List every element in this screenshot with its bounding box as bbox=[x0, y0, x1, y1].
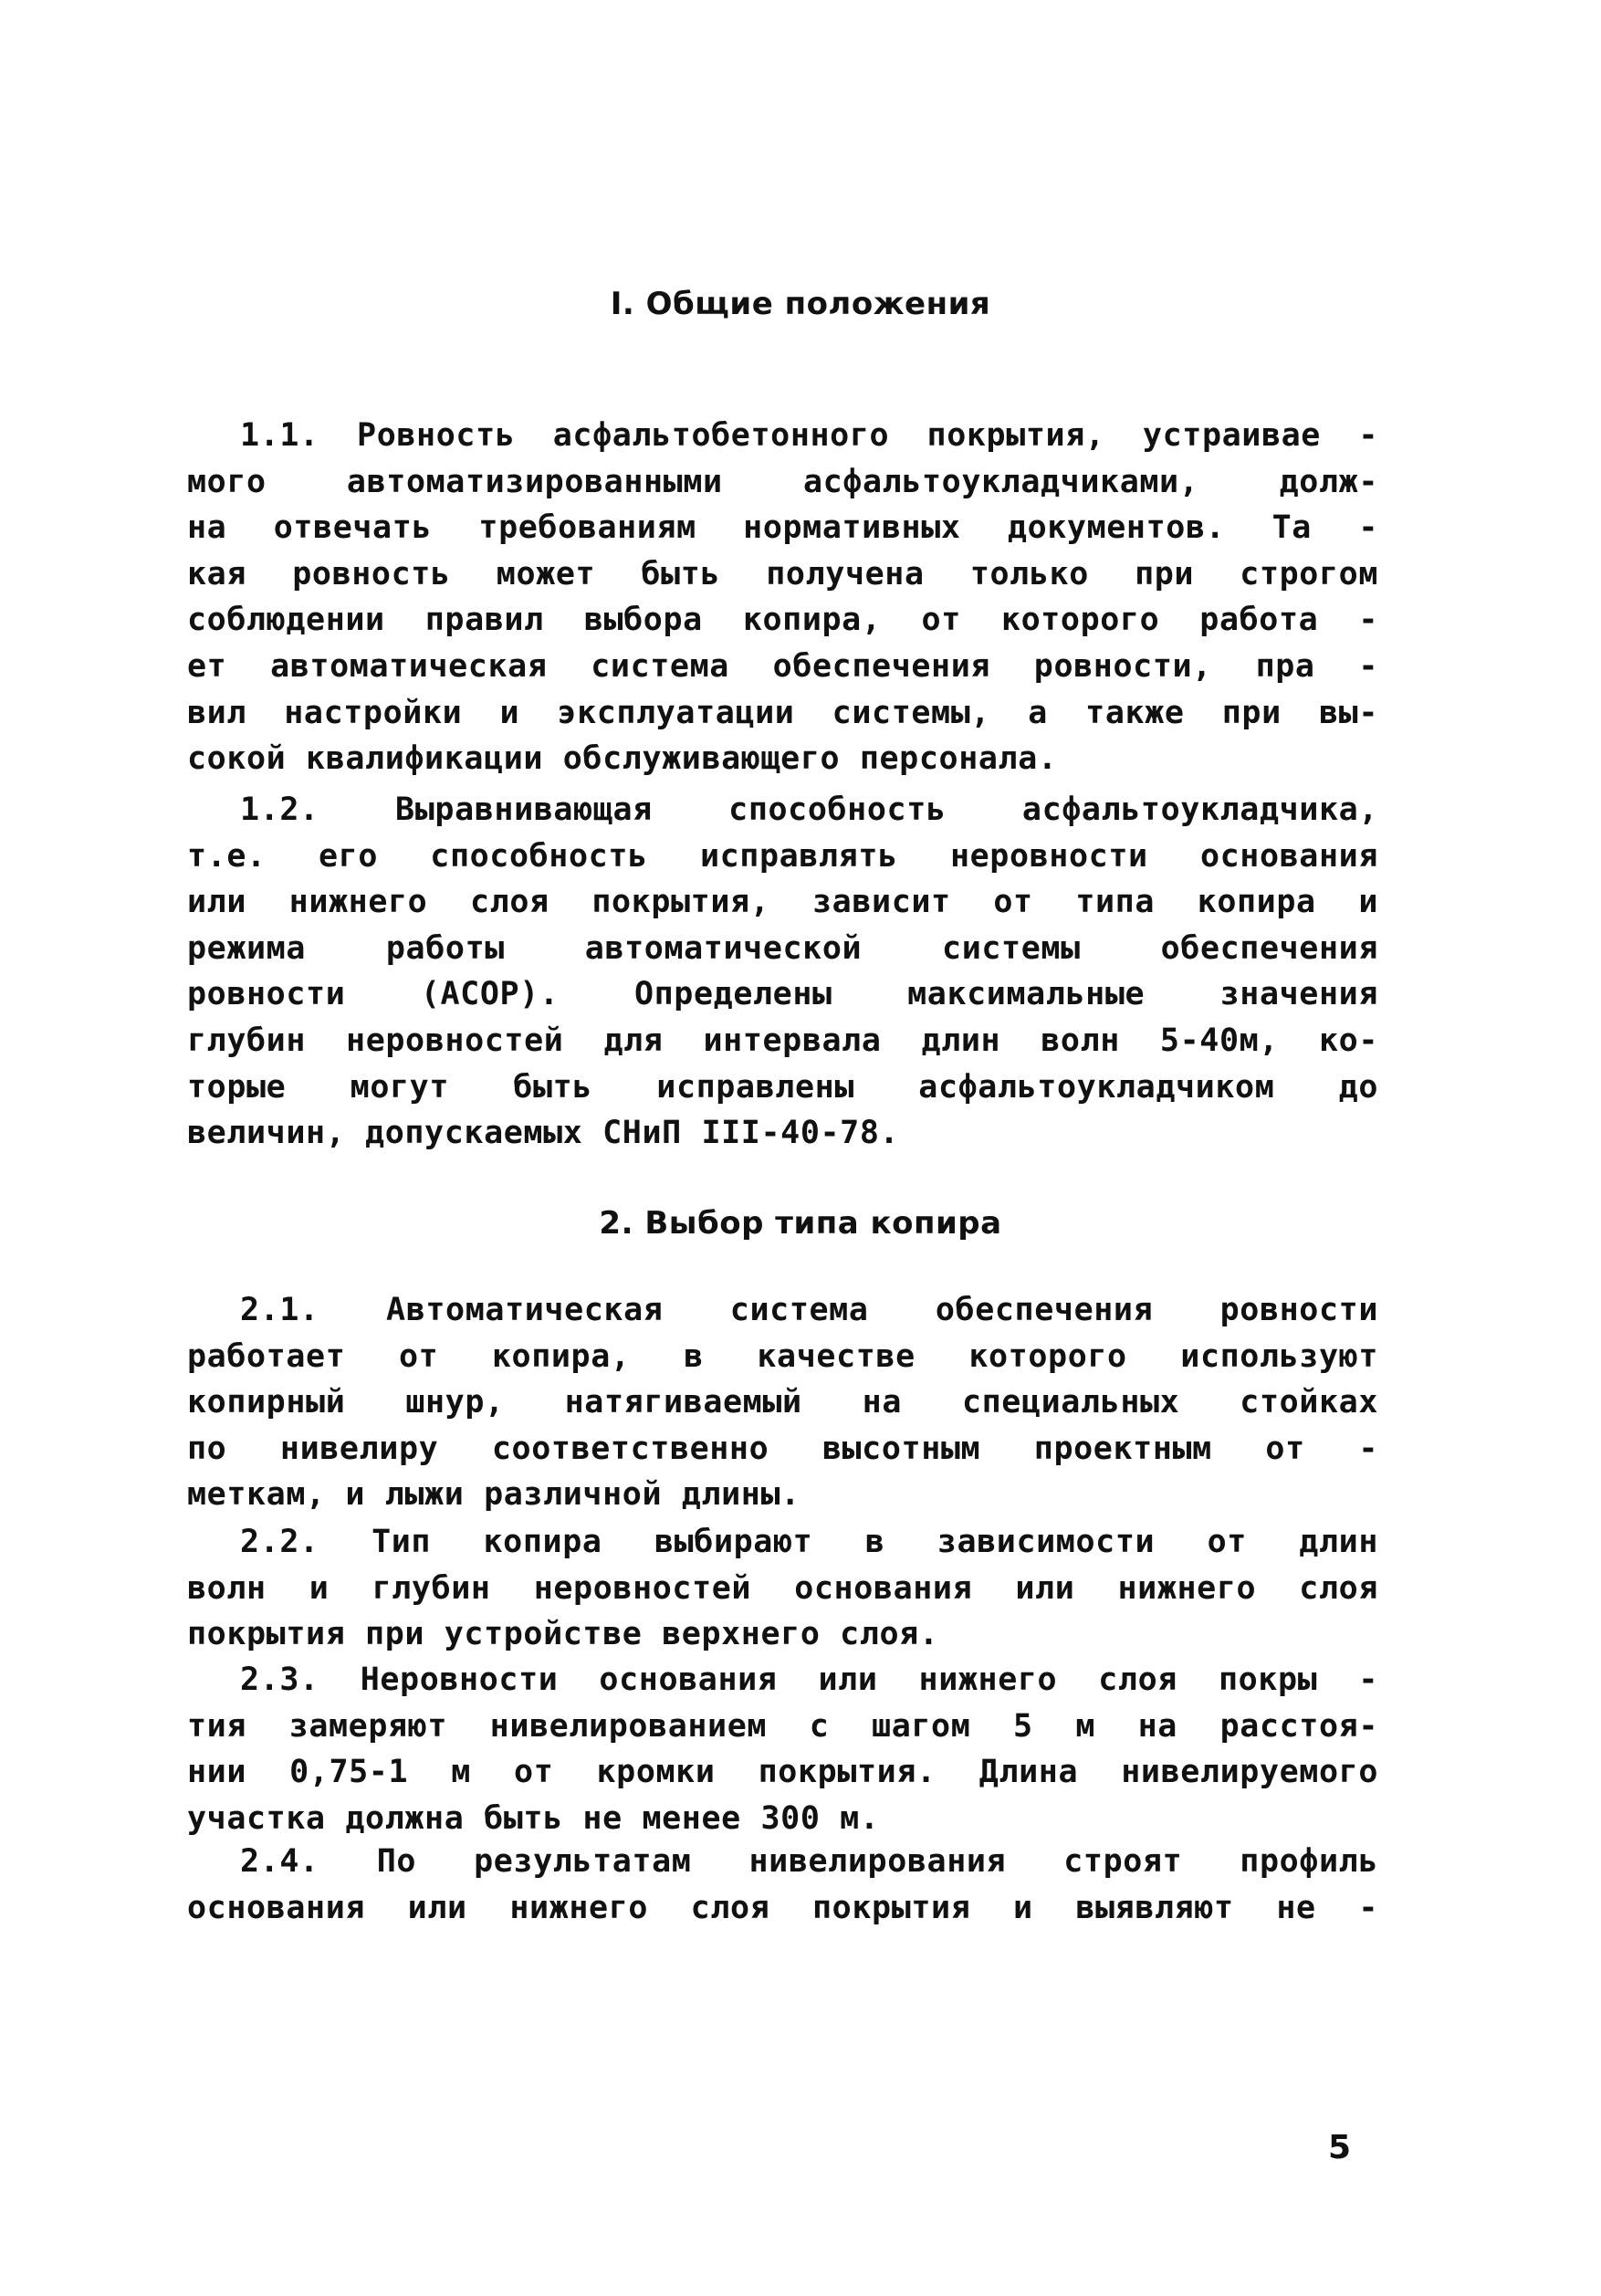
section-1-heading: I. Общие положения bbox=[610, 286, 991, 322]
paragraph-2-4 bbox=[187, 1839, 1378, 1931]
text-line: кая ровность может быть получена только при строгом bbox=[187, 555, 1378, 592]
text-line: глубин неровностей для интервала длин волн 5-40м, ко- bbox=[187, 1022, 1378, 1059]
text-line: сокой квалификации обслуживающего персонала. bbox=[187, 740, 1058, 778]
text-line: 1.1. Ровность асфальтобетонного покрытия, устраивае - bbox=[240, 417, 1378, 454]
text-line: меткам, и лыжи различной длины. bbox=[187, 1476, 800, 1514]
text-line: 2.2. Тип копира выбирают в зависимости от длин bbox=[240, 1524, 1378, 1560]
text-line: участка должна быть не менее 300 м. bbox=[187, 1799, 880, 1837]
page-number: 5 bbox=[1328, 2129, 1352, 2166]
text-line: на отвечать требованиям нормативных документов. Та - bbox=[187, 509, 1378, 547]
text-line: покрытия при устройстве верхнего слоя. bbox=[187, 1616, 939, 1653]
paragraph-2-3 bbox=[187, 1657, 1378, 1841]
text-line: соблюдении правил выбора копира, от которого работа - bbox=[187, 602, 1378, 639]
text-line: тия замеряют нивелированием с шагом 5 м на расстоя- bbox=[187, 1707, 1378, 1745]
text-line: по нивелиру соответственно высотным проектным от - bbox=[187, 1430, 1378, 1467]
paragraph-1-2 bbox=[187, 787, 1378, 1157]
text-line: ет автоматическая система обеспечения ровности, пра - bbox=[187, 647, 1378, 685]
text-line: 1.2. Выравнивающая способность асфальтоукладчика, bbox=[240, 792, 1378, 828]
text-line: волн и глубин неровностей основания или нижнего слоя bbox=[187, 1569, 1378, 1607]
text-line: мого автоматизированными асфальтоукладчиками, долж- bbox=[187, 463, 1378, 500]
text-line: т.е. его способность исправлять неровности основания bbox=[187, 837, 1378, 875]
text-line: режима работы автоматической системы обеспечения bbox=[187, 929, 1378, 967]
paragraph-1-1 bbox=[187, 413, 1378, 782]
text-line: основания или нижнего слоя покрытия и выявляют не - bbox=[187, 1889, 1378, 1926]
text-line: вил настройки и эксплуатации системы, а также при вы- bbox=[187, 694, 1378, 731]
text-line: величин, допускаемых СНиП III-40-78. bbox=[187, 1115, 900, 1152]
text-line: 2.3. Неровности основания или нижнего слоя покры - bbox=[240, 1662, 1378, 1698]
paragraph-2-1 bbox=[187, 1287, 1378, 1518]
text-line: торые могут быть исправлены асфальтоукладчиком до bbox=[187, 1068, 1378, 1106]
section-2-heading: 2. Выбор типа копира bbox=[599, 1205, 1002, 1242]
text-line: 2.4. По результатам нивелирования строят профиль bbox=[240, 1843, 1378, 1880]
text-line: работает от копира, в качестве которого используют bbox=[187, 1337, 1378, 1375]
text-line: ровности (АСОР). Определены максимальные значения bbox=[187, 976, 1378, 1013]
text-line: нии 0,75-1 м от кромки покрытия. Длина нивелируемого bbox=[187, 1754, 1378, 1791]
text-line: или нижнего слоя покрытия, зависит от типа копира и bbox=[187, 884, 1378, 921]
text-line: копирный шнур, натягиваемый на специальных стойках bbox=[187, 1384, 1378, 1421]
paragraph-2-2 bbox=[187, 1519, 1378, 1658]
text-line: 2.1. Автоматическая система обеспечения ровности bbox=[240, 1292, 1378, 1328]
